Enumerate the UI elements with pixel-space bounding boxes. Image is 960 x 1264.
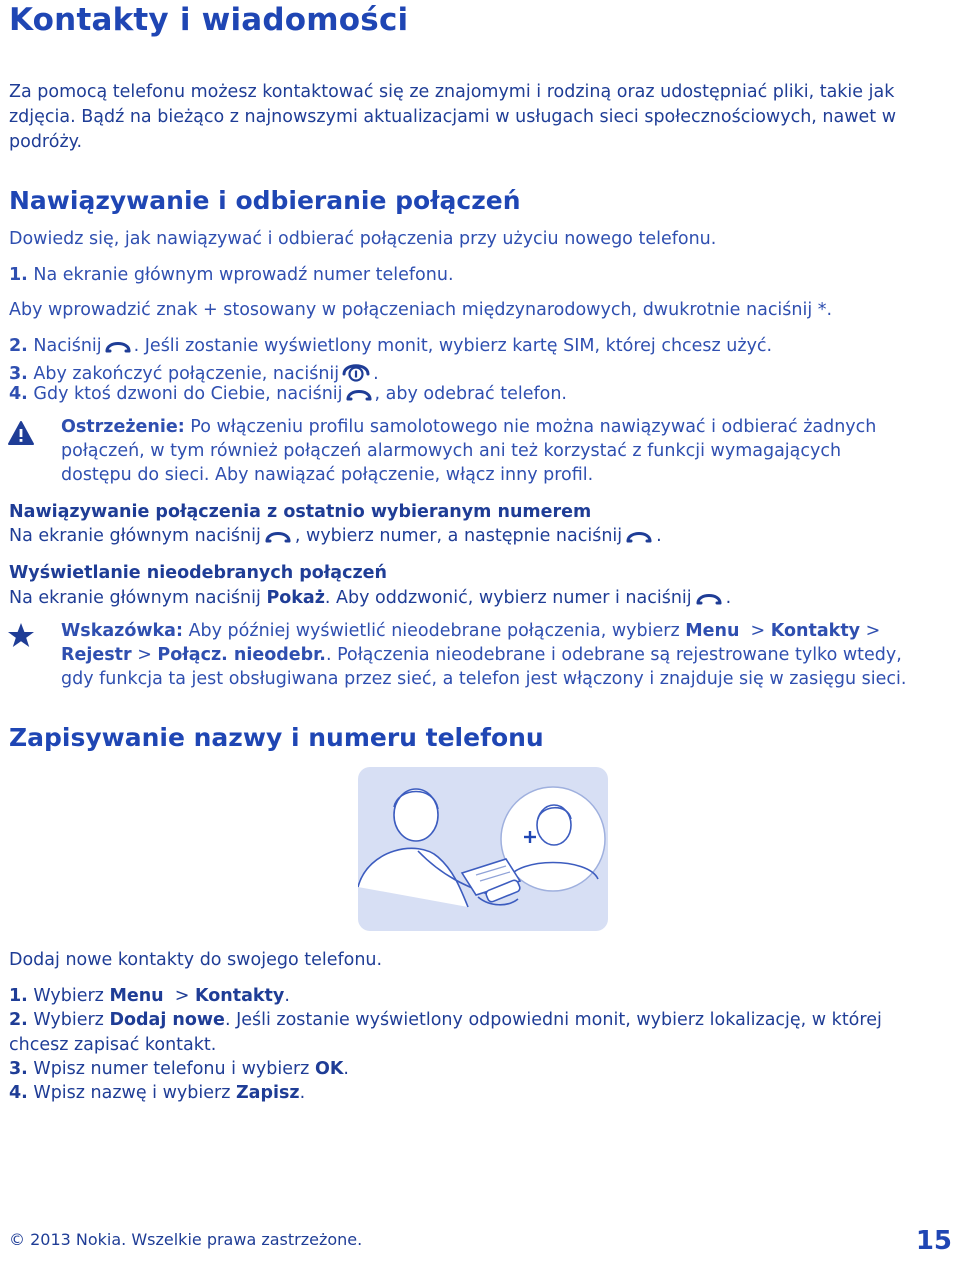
page-number: 15 bbox=[915, 1226, 952, 1256]
text-segment: Wybierz bbox=[27, 986, 110, 1006]
save-step-3 bbox=[9, 1059, 349, 1079]
missed-calls-instructions bbox=[9, 588, 731, 611]
option-add-new: Dodaj nowe bbox=[109, 1010, 225, 1030]
text-segment: . bbox=[299, 1083, 306, 1103]
text-segment: . Jeśli zostanie wyświetlony odpowiedni monit, wybierz lokalizację, w której bbox=[224, 1010, 882, 1030]
step-1 bbox=[9, 265, 454, 285]
option-save: Zapisz bbox=[235, 1083, 300, 1103]
menu-path-kontakty: Kontakty bbox=[195, 986, 285, 1006]
step-text-tail: , aby odebrać telefon. bbox=[374, 384, 567, 404]
save-step-4 bbox=[9, 1083, 305, 1103]
menu-path-menu: Menu bbox=[109, 986, 164, 1006]
warning-line-2: połączeń, w tym również połączeń alarmowych ani też korzystać z funkcji wymagających bbox=[61, 441, 842, 461]
tip-line-2 bbox=[61, 645, 902, 665]
save-step-1 bbox=[9, 986, 290, 1006]
step-4 bbox=[9, 384, 567, 407]
plus-note: Aby wprowadzić znak + stosowany w połączeniach międzynarodowych, dwukrotnie naciśnij *. bbox=[9, 300, 833, 320]
text-segment: Na ekranie głównym naciśnij bbox=[9, 588, 267, 608]
menu-path-menu: Menu bbox=[685, 621, 740, 641]
step-2 bbox=[9, 336, 772, 359]
menu-separator: > bbox=[739, 621, 771, 641]
text-segment: . bbox=[725, 588, 732, 608]
softkey-label: Pokaż bbox=[266, 588, 325, 608]
step-text: Na ekranie głównym wprowadź numer telefonu. bbox=[33, 265, 454, 285]
step-number: 1. bbox=[9, 265, 28, 285]
menu-separator: > bbox=[163, 986, 195, 1006]
text-segment: . Aby oddzwonić, wybierz numer i naciśnij bbox=[324, 588, 692, 608]
call-key-icon bbox=[624, 526, 654, 549]
section-heading-calls: Nawiązywanie i odbieranie połączeń bbox=[9, 186, 521, 215]
step-text: Gdy ktoś dzwoni do Ciebie, naciśnij bbox=[33, 384, 343, 404]
call-key-icon bbox=[263, 526, 293, 549]
text-segment: Aby później wyświetlić nieodebrane połączenia, wybierz bbox=[183, 621, 686, 641]
text-segment: . bbox=[656, 526, 662, 546]
warning-text: Po włączeniu profilu samolotowego nie można nawiązywać i odbierać żadnych bbox=[184, 417, 877, 437]
text-segment: . bbox=[284, 986, 290, 1006]
step-number: 3. bbox=[9, 364, 28, 384]
step-text-tail: . bbox=[373, 364, 379, 384]
step-number: 4. bbox=[9, 1083, 28, 1103]
text-segment: , wybierz numer, a następnie naciśnij bbox=[294, 526, 623, 546]
tip-line-1 bbox=[61, 621, 880, 641]
page-title: Kontakty i wiadomości bbox=[9, 2, 409, 38]
save-step-2-cont: chcesz zapisać kontakt. bbox=[9, 1035, 217, 1055]
menu-path-rejestr: Rejestr bbox=[61, 645, 132, 665]
tip-line-3: gdy funkcja ta jest obsługiwana przez sieć, a telefon jest włączony i znajduje się w zasięgu sieci. bbox=[61, 669, 907, 689]
intro-line-3: podróży. bbox=[9, 132, 83, 152]
footer-copyright: © 2013 Nokia. Wszelkie prawa zastrzeżone. bbox=[9, 1230, 363, 1249]
call-key-icon bbox=[104, 336, 132, 359]
text-segment: Wybierz bbox=[27, 1010, 110, 1030]
intro-line-2: zdjęcia. Bądź na bieżąco z najnowszymi aktualizacjami w usługach sieci społecznościowych, nawet w bbox=[9, 107, 897, 127]
warning-icon bbox=[7, 420, 35, 450]
subheading-missed-calls: Wyświetlanie nieodebranych połączeń bbox=[9, 563, 387, 583]
text-segment: Wpisz nazwę i wybierz bbox=[27, 1083, 236, 1103]
text-segment: Wpisz numer telefonu i wybierz bbox=[27, 1059, 315, 1079]
step-number: 1. bbox=[9, 986, 28, 1006]
text-segment: Na ekranie głównym naciśnij bbox=[9, 526, 261, 546]
add-contact-illustration bbox=[358, 767, 608, 931]
step-number: 2. bbox=[9, 336, 28, 356]
warning-line-1 bbox=[61, 417, 876, 437]
subheading-last-number: Nawiązywanie połączenia z ostatnio wybieranym numerem bbox=[9, 502, 592, 522]
step-number: 2. bbox=[9, 1010, 28, 1030]
call-key-icon bbox=[694, 588, 724, 611]
menu-path-kontakty: Kontakty bbox=[770, 621, 861, 641]
tip-label: Wskazówka: bbox=[61, 621, 183, 641]
calls-lead: Dowiedz się, jak nawiązywać i odbierać połączenia przy użyciu nowego telefonu. bbox=[9, 229, 717, 249]
intro-line-1: Za pomocą telefonu możesz kontaktować się ze znajomymi i rodziną oraz udostępniać pliki, takie jak bbox=[9, 82, 895, 102]
menu-separator: > bbox=[131, 645, 158, 665]
step-text-tail: . Jeśli zostanie wyświetlony monit, wybierz kartę SIM, której chcesz użyć. bbox=[133, 336, 773, 356]
menu-separator: > bbox=[860, 621, 881, 641]
step-number: 4. bbox=[9, 384, 28, 404]
text-segment: . Połączenia nieodebrane i odebrane są rejestrowane tylko wtedy, bbox=[325, 645, 902, 665]
warning-label: Ostrzeżenie: bbox=[61, 417, 185, 437]
warning-line-3: dostępu do sieci. Aby nawiązać połączenie, włącz inny profil. bbox=[61, 465, 594, 485]
step-number: 3. bbox=[9, 1059, 28, 1079]
text-segment: . bbox=[343, 1059, 349, 1079]
step-text: Aby zakończyć połączenie, naciśnij bbox=[33, 364, 340, 384]
option-ok: OK bbox=[314, 1059, 344, 1079]
menu-path-missed: Połącz. nieodebr. bbox=[157, 645, 326, 665]
step-text: Naciśnij bbox=[33, 336, 102, 356]
section-heading-save-contact: Zapisywanie nazwy i numeru telefonu bbox=[9, 723, 544, 752]
last-number-instructions bbox=[9, 526, 662, 549]
save-step-2 bbox=[9, 1010, 882, 1030]
save-lead: Dodaj nowe kontakty do swojego telefonu. bbox=[9, 950, 383, 970]
star-icon bbox=[7, 622, 35, 652]
call-key-icon bbox=[345, 384, 373, 407]
